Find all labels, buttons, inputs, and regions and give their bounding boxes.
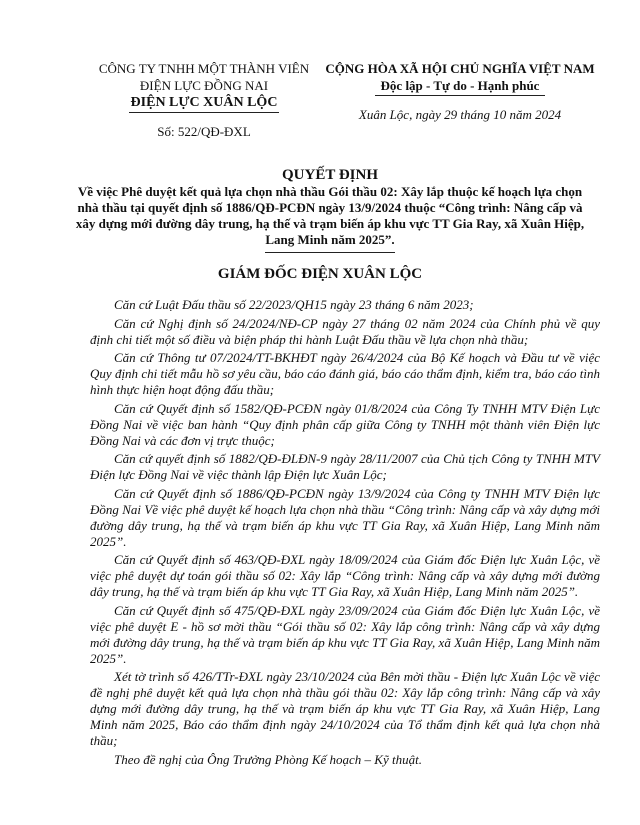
country-name: CỘNG HÒA XÃ HỘI CHỦ NGHĨA VIỆT NAM (325, 61, 595, 76)
issuer-header (84, 60, 324, 140)
issuer-parent-line1: CÔNG TY TNHH MỘT THÀNH VIÊN (98, 61, 310, 76)
basis-paragraph: Căn cứ Quyết định số 1582/QĐ-PCĐN ngày 01/8/2024 của Công Ty TNHH MTV Điện Lực Đồng Nai về việc ban hành “Quy định phân cấp giữa Công ty TNHH một thành viên Điện lực Đồng Nai và các đơn vị trực thuộc; (90, 400, 600, 448)
basis-paragraph: Theo đề nghị của Ông Trưởng Phòng Kế hoạch – Kỹ thuật. (114, 751, 422, 767)
subject-underline (265, 252, 395, 253)
motto-underline (375, 95, 545, 96)
basis-paragraph: Căn cứ Quyết định số 463/QĐ-ĐXL ngày 18/09/2024 của Giám đốc Điện lực Xuân Lộc, về việc phê duyệt dự toán gói thầu số 02: Xây lắp “Công trình: Nâng cấp và xây dựng mới đường dây trung, hạ thế và trạm biến áp khu vực TT Gia Ray, xã Xuân Hiệp, Lang Minh năm 2025”. (90, 552, 600, 599)
issuer-parent-line2: ĐIỆN LỰC ĐỒNG NAI (139, 78, 269, 93)
issuer-name: ĐIỆN LỰC XUÂN LỘC (130, 95, 278, 110)
national-header (322, 60, 598, 123)
decision-subject: Về việc Phê duyệt kết quả lựa chọn nhà thầu Gói thầu 02: Xây lắp thuộc kế hoạch lựa chọn nhà thầu tại quyết định số 1886/QĐ-PCĐN ngày 13/9/2024 thuộc “Công trình: Nâng cấp và xây dựng mới đường dây trung, hạ thế và trạm biến áp khu vực TT Gia Ray, xã Xuân Hiệp, Lang Minh năm 2025”. (75, 184, 585, 247)
basis-paragraph: Xét tờ trình số 426/TTr-ĐXL ngày 23/10/2024 của Bên mời thầu - Điện lực Xuân Lộc về việc đề nghị phê duyệt kết quả lựa chọn nhà thầu gói thầu 02: Xây lắp công trình: Nâng cấp và xây dựng mới đường dây trung, hạ thế và trạm biến áp khu vực TT Gia Ray, xã Xuân Hiệp, Lang Minh năm 2025, Báo cáo thẩm định ngày 24/10/2024 của Tổ thẩm định kết quả lựa chọn nhà thầu; (90, 669, 600, 748)
basis-paragraph: Căn cứ Quyết định số 475/QĐ-ĐXL ngày 23/09/2024 của Giám đốc Điện lực Xuân Lộc, về việc phê duyệt E - hồ sơ mời thầu “Gói thầu số 02: Xây lắp công trình: Nâng cấp và xây dựng mới đường dây trung, hạ thế và trạm biến áp khu vực TT Gia Ray, xã Xuân Hiệp, Lang Minh năm 2025”. (90, 602, 600, 666)
basis-paragraph: Căn cứ quyết định số 1882/QĐ-ĐLĐN-9 ngày 28/11/2007 của Chủ tịch Công ty TNHH MTV Điện lực Đồng Nai về việc thành lập Điện lực Xuân Lộc; (90, 451, 600, 482)
national-motto: Độc lập - Tự do - Hạnh phúc (380, 78, 540, 93)
document-number: Số: 522/QĐ-ĐXL (157, 124, 251, 139)
place-date: Xuân Lộc, ngày 29 tháng 10 năm 2024 (358, 107, 562, 122)
issuing-authority: GIÁM ĐỐC ĐIỆN XUÂN LỘC (217, 266, 423, 282)
issuer-underline (129, 112, 279, 113)
basis-paragraph: Căn cứ Nghị định số 24/2024/NĐ-CP ngày 27 tháng 02 năm 2024 của Chính phủ về quy định chi tiết một số điều và biện pháp thi hành Luật Đấu thầu về lựa chọn nhà thầu; (90, 315, 600, 347)
basis-paragraph: Căn cứ Luật Đấu thầu số 22/2023/QH15 ngày 23 tháng 6 năm 2023; (114, 297, 474, 312)
decision-title-block (70, 167, 590, 253)
basis-paragraph: Căn cứ Thông tư 07/2024/TT-BKHĐT ngày 26/4/2024 của Bộ Kế hoạch và Đầu tư về việc Quy định chi tiết mẫu hồ sơ yêu cầu, báo cáo đánh giá, báo cáo thẩm định, kiểm tra, báo cáo tình hình thực hiện hoạt động đấu thầu; (90, 350, 600, 397)
legal-basis-list (90, 297, 600, 770)
basis-paragraph: Căn cứ Quyết định số 1886/QĐ-PCĐN ngày 13/9/2024 của Công ty TNHH MTV Điện lực Đồng Nai Về việc phê duyệt kế hoạch lựa chọn nhà thầu “Công trình: Nâng cấp và xây dựng mới đường dây trung, hạ thế và trạm biến áp khu vực TT Gia Ray, xã Xuân Hiệp, Lang Minh năm 2025”. (90, 485, 600, 549)
document-title: QUYẾT ĐỊNH (282, 167, 378, 183)
